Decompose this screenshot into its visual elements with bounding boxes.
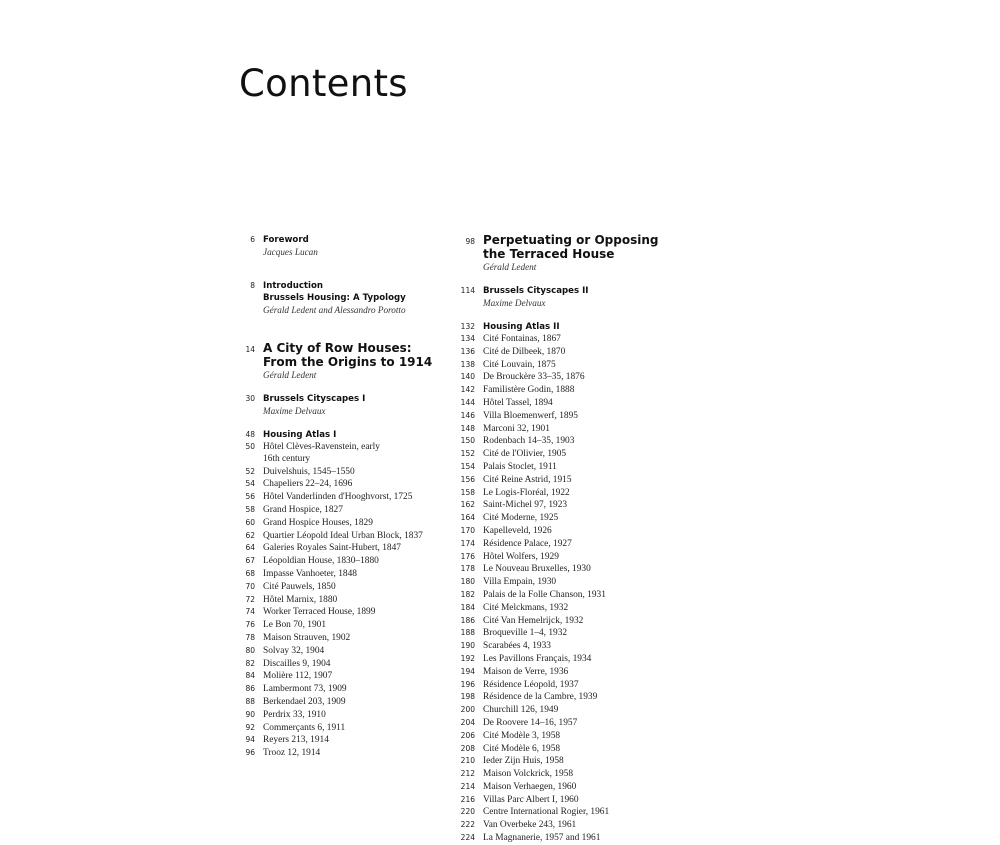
atlas-item-line: Quartier Léopold Ideal Urban Block, 1837 [263, 530, 423, 541]
atlas-item-line: Hôtel Vanderlinden d'Hooghvorst, 1725 [263, 492, 413, 503]
atlas-item-text [263, 569, 448, 581]
page-number: 164 [460, 513, 475, 523]
atlas-item-text: Résidence de la Cambre, 1939 [483, 692, 598, 703]
atlas-item[interactable] [458, 704, 678, 717]
section-authors: Maxime Delvaux [483, 298, 546, 308]
page-number: 76 [245, 620, 255, 630]
atlas-item-line: 16th century [263, 453, 311, 464]
page-number: 196 [460, 679, 475, 689]
atlas-item[interactable] [458, 333, 678, 346]
page-number: 78 [245, 632, 255, 642]
page-number: 92 [245, 722, 255, 732]
page-number: 132 [460, 322, 475, 331]
atlas-item[interactable] [458, 384, 678, 397]
page-number: 88 [245, 696, 255, 706]
atlas-item[interactable] [238, 734, 448, 747]
atlas-item-text: Cité Modèle 6, 1958 [483, 743, 561, 754]
page-number: 186 [460, 615, 475, 625]
page-number: 152 [460, 449, 475, 459]
atlas-item[interactable] [238, 658, 448, 671]
atlas-item[interactable] [238, 747, 448, 760]
atlas-item[interactable] [238, 542, 448, 555]
atlas-item-line: Berkendael 203, 1909 [263, 696, 346, 707]
page-number: 158 [460, 487, 475, 497]
atlas-item-text [263, 620, 448, 632]
page-number: 156 [460, 474, 475, 484]
atlas-item[interactable] [458, 819, 678, 832]
page-number: 184 [460, 602, 475, 612]
page-number: 68 [245, 568, 255, 578]
toc-entry-body [263, 234, 448, 258]
page-number: 192 [460, 653, 475, 663]
page-number: 74 [245, 607, 255, 617]
atlas-item[interactable] [458, 768, 678, 781]
atlas-item[interactable] [238, 517, 448, 530]
page-number: 222 [460, 820, 475, 830]
atlas-item[interactable] [238, 619, 448, 632]
atlas-item[interactable] [238, 696, 448, 709]
atlas-item-line: Hôtel Marnix, 1880 [263, 594, 338, 605]
page-number: 188 [460, 628, 475, 638]
atlas-item-text [263, 442, 448, 466]
page-number: 14 [245, 345, 255, 354]
page-number: 94 [245, 735, 255, 745]
atlas-item-text: Ieder Zijn Huis, 1958 [483, 756, 564, 767]
page-number: 67 [245, 556, 255, 566]
atlas-item-text: Villa Bloemenwerf, 1895 [483, 410, 578, 421]
toc-entry-body [263, 342, 448, 381]
atlas-item-text [263, 671, 448, 683]
atlas-item[interactable] [458, 499, 678, 512]
atlas-item[interactable] [458, 602, 678, 615]
atlas-item-line: Galeries Royales Saint-Hubert, 1847 [263, 543, 401, 554]
atlas-item-line: Solvay 32, 1904 [263, 645, 325, 656]
atlas-item-text: Palais de la Folle Chanson, 1931 [483, 589, 606, 600]
page-number: 190 [460, 641, 475, 651]
toc-entry[interactable] [238, 342, 448, 381]
page-number: 90 [245, 709, 255, 719]
atlas-item-text: Marconi 32, 1901 [483, 423, 550, 434]
page-number: 170 [460, 525, 475, 535]
atlas-item-text: Cité Fontainas, 1867 [483, 334, 561, 344]
page-number: 50 [245, 442, 255, 451]
atlas-item-text: Résidence Léopold, 1937 [483, 679, 579, 690]
section-title: Introduction [263, 281, 324, 291]
section-title: Brussels Housing: A Typology [263, 293, 406, 303]
atlas-item-text: De Roovere 14–16, 1957 [483, 717, 578, 728]
atlas-item[interactable] [458, 691, 678, 704]
page-number: 54 [245, 479, 255, 489]
atlas-item-line: Perdrix 33, 1910 [263, 709, 326, 720]
atlas-item-text: Le Nouveau Bruxelles, 1930 [483, 564, 591, 575]
page-number: 224 [460, 833, 475, 843]
atlas-item[interactable] [458, 371, 678, 384]
toc-entry-body [263, 280, 448, 316]
atlas-item-text [263, 748, 448, 760]
toc-entry-body [483, 321, 678, 333]
atlas-item[interactable] [458, 346, 678, 359]
atlas-item[interactable] [458, 435, 678, 448]
atlas-item[interactable] [458, 743, 678, 756]
toc-entry-body [263, 393, 448, 417]
page-number: 200 [460, 705, 475, 715]
page-number: 52 [245, 466, 255, 476]
page-number: 96 [245, 748, 255, 758]
atlas-item[interactable] [238, 606, 448, 619]
atlas-item-text [263, 543, 448, 555]
atlas-item-text: Saint-Michel 97, 1923 [483, 500, 568, 511]
atlas-item-line: Grand Hospice Houses, 1829 [263, 517, 373, 528]
atlas-item[interactable] [238, 645, 448, 658]
section-title: A City of Row Houses: [263, 341, 412, 355]
atlas-item[interactable] [458, 794, 678, 807]
atlas-item-line: Impasse Vanhoeter, 1848 [263, 568, 357, 579]
atlas-item-text [263, 492, 448, 504]
atlas-item-line: Worker Terraced House, 1899 [263, 607, 376, 618]
atlas-item[interactable] [458, 653, 678, 666]
toc-entry[interactable] [238, 234, 448, 258]
atlas-item[interactable] [238, 709, 448, 722]
page-number: 220 [460, 807, 475, 817]
page-number: 178 [460, 564, 475, 574]
atlas-item[interactable] [458, 589, 678, 602]
atlas-item-line: Chapeliers 22–24, 1696 [263, 479, 353, 490]
atlas-item[interactable] [458, 781, 678, 794]
atlas-item-text: Cité Louvain, 1875 [483, 359, 556, 370]
atlas-title: Housing Atlas II [483, 322, 560, 332]
atlas-item-text: Maison Verhaegen, 1960 [483, 781, 577, 792]
toc-entry[interactable] [458, 285, 678, 309]
atlas-item-line: Lambermont 73, 1909 [263, 684, 347, 695]
atlas-item-line: Le Bon 70, 1901 [263, 620, 327, 631]
page-number: 212 [460, 769, 475, 779]
section-authors: Jacques Lucan [263, 247, 318, 257]
atlas-item-text: Scarabées 4, 1933 [483, 641, 551, 652]
atlas-item-text: De Brouckère 33–35, 1876 [483, 372, 585, 383]
page-number: 64 [245, 543, 255, 553]
page-number: 208 [460, 743, 475, 753]
atlas-item-text [263, 684, 448, 696]
atlas-item[interactable] [458, 551, 678, 564]
toc-column-right [458, 234, 678, 845]
atlas-item-text [263, 735, 448, 747]
atlas-item[interactable] [458, 448, 678, 461]
page-number: 194 [460, 666, 475, 676]
atlas-heading [238, 429, 448, 441]
atlas-item[interactable] [458, 666, 678, 679]
page-number: 182 [460, 589, 475, 599]
atlas-item-text: La Magnanerie, 1957 and 1961 [483, 833, 601, 844]
page-number: 206 [460, 730, 475, 740]
atlas-item[interactable] [238, 670, 448, 683]
atlas-item-text: Villas Parc Albert I, 1960 [483, 794, 579, 805]
atlas-item-line: Discailles 9, 1904 [263, 658, 331, 669]
atlas-item-line: Molière 112, 1907 [263, 671, 333, 682]
page-number: 176 [460, 551, 475, 561]
atlas-item-line: Duivelshuis, 1545–1550 [263, 466, 355, 477]
atlas-item[interactable] [458, 640, 678, 653]
atlas-item-text [263, 518, 448, 530]
atlas-item-text [263, 595, 448, 607]
atlas-item-text: Cité de Dilbeek, 1870 [483, 346, 566, 357]
section-title: Brussels Cityscapes I [263, 394, 366, 404]
atlas-item[interactable] [238, 683, 448, 696]
page-number: 150 [460, 436, 475, 446]
atlas-item[interactable] [238, 466, 448, 479]
atlas-item[interactable] [458, 755, 678, 768]
atlas-item-text [263, 556, 448, 568]
atlas-item[interactable] [458, 717, 678, 730]
atlas-item-text: Maison Volckrick, 1958 [483, 769, 574, 780]
atlas-item-text: Kapelleveld, 1926 [483, 525, 552, 536]
atlas-item[interactable] [458, 487, 678, 500]
atlas-item-text [263, 607, 448, 619]
atlas-item-text: Van Overbeke 243, 1961 [483, 820, 577, 831]
section-title: the Terraced House [483, 246, 615, 261]
toc-entry-body [483, 234, 678, 273]
section-authors: Maxime Delvaux [263, 406, 326, 416]
atlas-item-text [263, 646, 448, 658]
atlas-item-text: Broqueville 1–4, 1932 [483, 628, 568, 639]
atlas-item-text: Cité Melckmans, 1932 [483, 602, 569, 613]
atlas-item[interactable] [458, 563, 678, 576]
atlas-item[interactable] [458, 410, 678, 423]
atlas-item-line: Reyers 213, 1914 [263, 735, 329, 746]
atlas-item-line: Grand Hospice, 1827 [263, 504, 343, 515]
page-number: 58 [245, 504, 255, 514]
atlas-item[interactable] [458, 397, 678, 410]
page-number: 216 [460, 794, 475, 804]
page-number: 70 [245, 581, 255, 591]
atlas-item-text [263, 479, 448, 491]
page-number: 210 [460, 756, 475, 766]
atlas-item-text [263, 710, 448, 722]
page-number: 146 [460, 410, 475, 420]
atlas-item-text: Hôtel Tassel, 1894 [483, 397, 553, 408]
atlas-item-text: Palais Stoclet, 1911 [483, 461, 557, 472]
toc-entry[interactable] [458, 234, 678, 273]
atlas-item[interactable] [238, 568, 448, 581]
page-number: 204 [460, 717, 475, 727]
section-title: From the Origins to 1914 [263, 354, 433, 369]
atlas-item-text: Cité Moderne, 1925 [483, 513, 559, 524]
atlas-item[interactable] [238, 581, 448, 594]
atlas-item[interactable] [458, 525, 678, 538]
page-number: 80 [245, 645, 255, 655]
atlas-item-text: Centre International Rogier, 1961 [483, 807, 610, 818]
atlas-item[interactable] [458, 832, 678, 845]
atlas-item[interactable] [238, 632, 448, 645]
page-number: 82 [245, 658, 255, 668]
page-title: Contents [239, 62, 408, 105]
atlas-item-text [263, 723, 448, 735]
atlas-item[interactable] [458, 576, 678, 589]
page-number: 154 [460, 461, 475, 471]
atlas-item-text: Rodenbach 14–35, 1903 [483, 436, 575, 447]
page-number: 174 [460, 538, 475, 548]
page-number: 56 [245, 492, 255, 502]
atlas-heading [458, 321, 678, 333]
atlas-item[interactable] [238, 722, 448, 735]
page-number: 114 [460, 286, 475, 295]
atlas-item-text: Le Logis-Floréal, 1922 [483, 487, 570, 498]
atlas-item[interactable] [458, 538, 678, 551]
page-number: 62 [245, 530, 255, 540]
section-authors: Gérald Ledent and Alessandro Porotto [263, 305, 406, 315]
page-number: 142 [460, 385, 475, 395]
atlas-item-text: Les Pavillons Français, 1934 [483, 653, 592, 664]
atlas-item-text: Maison de Verre, 1936 [483, 666, 569, 677]
page-number: 162 [460, 500, 475, 510]
atlas-item-text [263, 659, 448, 671]
atlas-item[interactable] [458, 615, 678, 628]
atlas-item-text [263, 633, 448, 645]
page-number: 134 [460, 334, 475, 343]
atlas-item-text: Cité Modèle 3, 1958 [483, 730, 561, 741]
atlas-item[interactable] [458, 730, 678, 743]
page-number: 72 [245, 594, 255, 604]
atlas-item-text: Cité Van Hemelrijck, 1932 [483, 615, 584, 626]
page-number: 140 [460, 372, 475, 382]
atlas-item-text [263, 467, 448, 479]
page-number: 144 [460, 397, 475, 407]
atlas-item-text [263, 697, 448, 709]
atlas-item-text: Cité Reine Astrid, 1915 [483, 474, 572, 485]
atlas-item-line: Maison Strauven, 1902 [263, 632, 351, 643]
atlas-item[interactable] [458, 461, 678, 474]
atlas-item[interactable] [458, 512, 678, 525]
atlas-item-text: Churchill 126, 1949 [483, 705, 559, 716]
atlas-item[interactable] [238, 530, 448, 543]
toc-column-left [238, 234, 448, 760]
atlas-item[interactable] [238, 441, 448, 466]
page-number: 138 [460, 359, 475, 369]
page-number: 48 [245, 430, 255, 439]
toc-entry-body [263, 429, 448, 441]
page-number: 98 [465, 237, 475, 246]
toc-entry[interactable] [238, 393, 448, 417]
atlas-item[interactable] [238, 491, 448, 504]
page-number: 6 [250, 235, 255, 244]
atlas-item[interactable] [458, 627, 678, 640]
section-title: Brussels Cityscapes II [483, 286, 589, 296]
atlas-item-text: Hôtel Wolfers, 1929 [483, 551, 559, 562]
page-number: 136 [460, 346, 475, 356]
page-number: 214 [460, 781, 475, 791]
atlas-item-text: Villa Empain, 1930 [483, 577, 557, 588]
atlas-item-line: Trooz 12, 1914 [263, 748, 321, 759]
page-number: 8 [250, 281, 255, 290]
page-number: 84 [245, 671, 255, 681]
atlas-item-text [263, 505, 448, 517]
section-authors: Gérald Ledent [263, 370, 317, 380]
atlas-item-text: Résidence Palace, 1927 [483, 538, 572, 549]
page-number: 60 [245, 517, 255, 527]
atlas-item-text: Familistère Godin, 1888 [483, 385, 575, 396]
atlas-item[interactable] [238, 594, 448, 607]
atlas-item[interactable] [458, 679, 678, 692]
atlas-title: Housing Atlas I [263, 430, 337, 440]
toc-entry-body [483, 285, 678, 309]
atlas-item-line: Commerçants 6, 1911 [263, 722, 346, 733]
page-number: 148 [460, 423, 475, 433]
atlas-item-text [263, 531, 448, 543]
atlas-item-line: Hôtel Clèves-Ravenstein, early [263, 442, 380, 452]
atlas-item[interactable] [238, 504, 448, 517]
atlas-item-text [263, 582, 448, 594]
atlas-item[interactable] [458, 806, 678, 819]
section-title: Foreword [263, 235, 309, 245]
page-number: 86 [245, 684, 255, 694]
section-authors: Gérald Ledent [483, 262, 537, 272]
page-number: 180 [460, 577, 475, 587]
atlas-item-text: Cité de l'Olivier, 1905 [483, 449, 567, 460]
atlas-item[interactable] [238, 478, 448, 491]
section-title: Perpetuating or Opposing [483, 233, 659, 247]
atlas-item[interactable] [238, 555, 448, 568]
atlas-item[interactable] [458, 423, 678, 436]
toc-entry[interactable] [238, 280, 448, 316]
page-number: 198 [460, 692, 475, 702]
atlas-item[interactable] [458, 474, 678, 487]
atlas-item[interactable] [458, 359, 678, 372]
atlas-item-line: Léopoldian House, 1830–1880 [263, 556, 379, 567]
page-number: 30 [245, 394, 255, 403]
atlas-item-line: Cité Pauwels, 1850 [263, 581, 336, 592]
